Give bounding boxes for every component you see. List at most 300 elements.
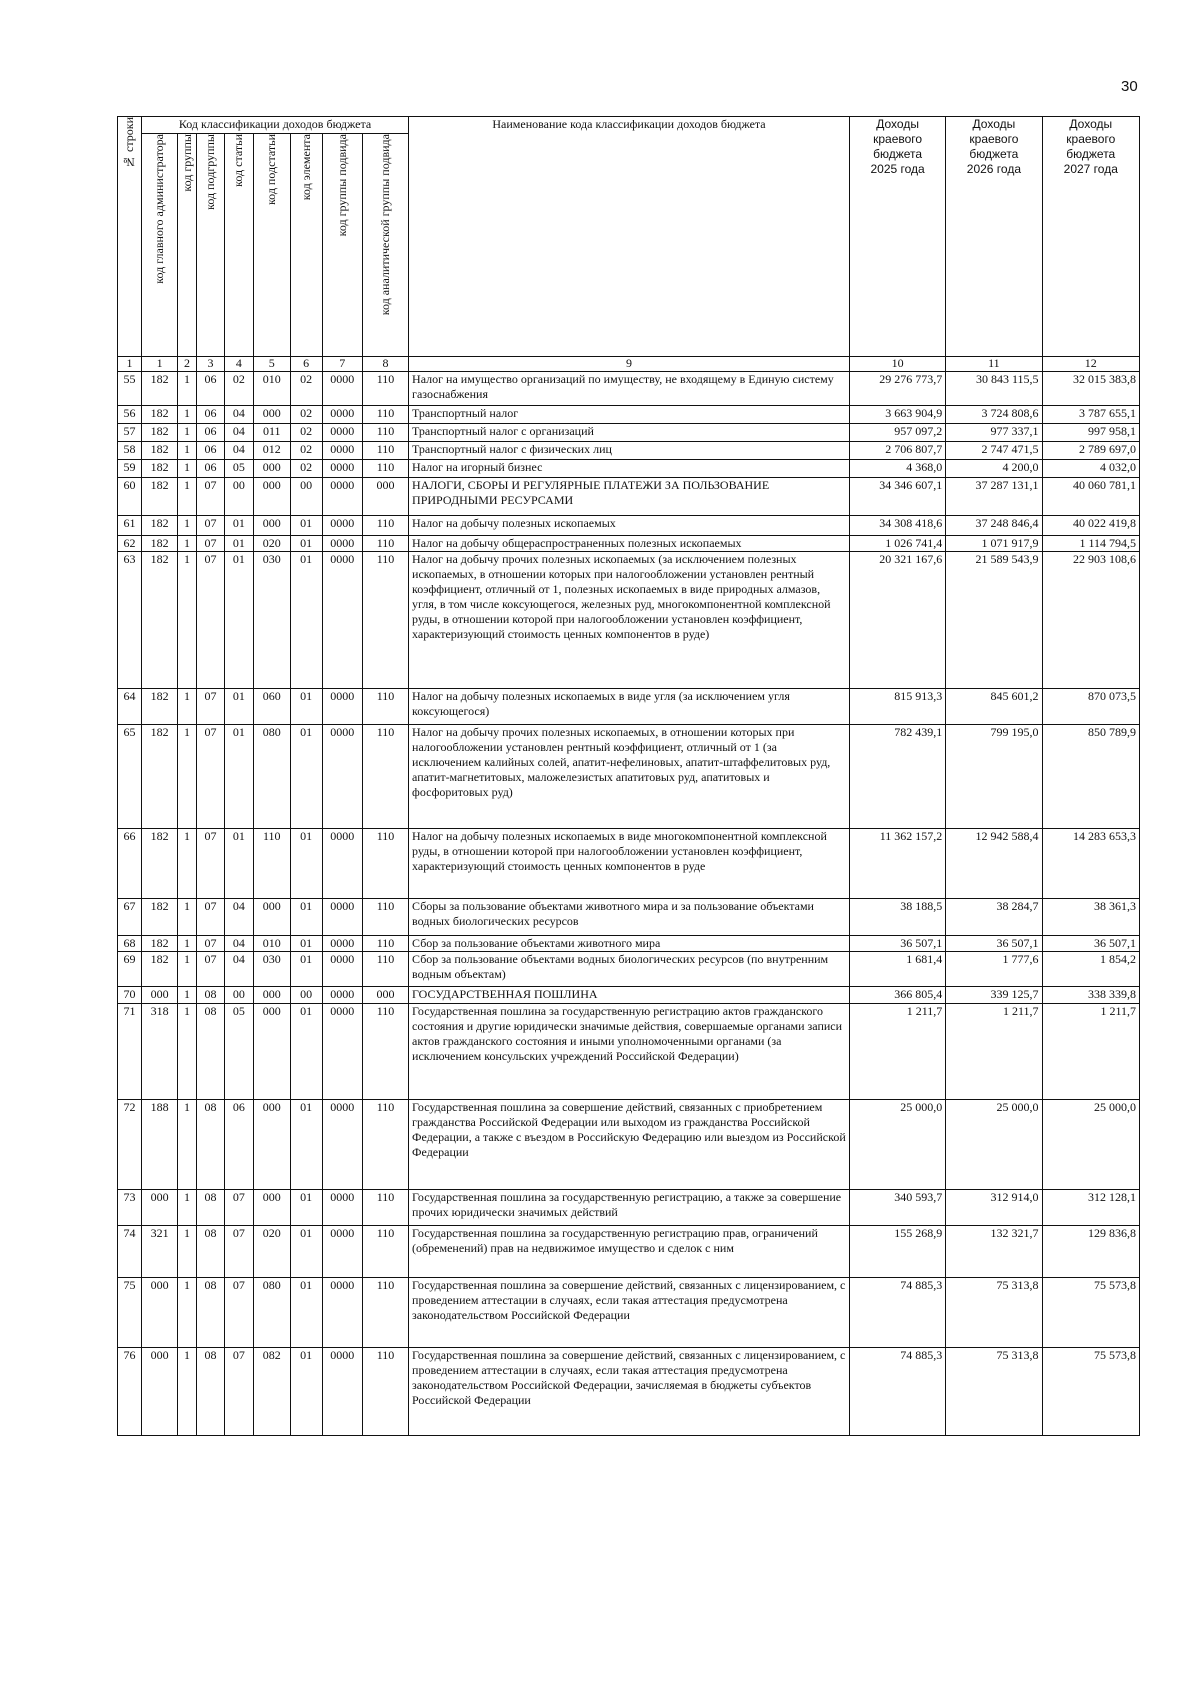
analytic-group-code-cell: 110: [363, 460, 409, 478]
admin-code-cell: 182: [142, 460, 178, 478]
income-2027-cell: 997 958,1: [1042, 424, 1139, 442]
column-number: 3: [196, 357, 224, 372]
analytic-group-code-cell: 110: [363, 1278, 409, 1348]
name-cell: Сбор за пользование объектами животного мира: [409, 936, 850, 952]
group-code-cell: 1: [178, 478, 197, 516]
income-2026-cell: 799 195,0: [946, 725, 1042, 829]
subarticle-code-cell: 030: [253, 952, 290, 987]
element-code-cell: 01: [290, 1226, 322, 1278]
name-cell: Государственная пошлина за государственную регистрацию актов гражданского состояния и другие юридически значимые действия, совершаемые органами записи актов гражданского состояния и иными уполномоченными органами (за исключением консульских учреждений Российской Федерации): [409, 1004, 850, 1100]
column-number: 7: [322, 357, 362, 372]
income-2026-cell: 38 284,7: [946, 899, 1042, 936]
admin-code-cell: 000: [142, 1190, 178, 1226]
analytic-group-code-cell: 000: [363, 987, 409, 1004]
subgroup-code-header: код подгруппы: [196, 134, 224, 357]
subgroup-code-cell: 07: [196, 536, 224, 552]
article-code-cell: 07: [225, 1348, 253, 1436]
subtype-group-code-cell: 0000: [322, 987, 362, 1004]
column-number: 4: [225, 357, 253, 372]
row-number-cell: 75: [118, 1278, 142, 1348]
subarticle-code-cell: 030: [253, 552, 290, 689]
article-code-cell: 00: [225, 478, 253, 516]
analytic-group-code-cell: 110: [363, 1226, 409, 1278]
element-code-header: код элемента: [290, 134, 322, 357]
analytic-group-code-cell: 110: [363, 442, 409, 460]
article-code-header: код статьи: [225, 134, 253, 357]
admin-code-cell: 182: [142, 516, 178, 536]
subtype-group-code-cell: 0000: [322, 552, 362, 689]
row-number-cell: 55: [118, 372, 142, 406]
row-number-cell: 74: [118, 1226, 142, 1278]
subarticle-code-cell: 020: [253, 536, 290, 552]
admin-code-cell: 182: [142, 424, 178, 442]
income-2025-header: Доходы краевого бюджета 2025 года: [849, 117, 945, 357]
subgroup-code-cell: 07: [196, 725, 224, 829]
subtype-group-code-cell: 0000: [322, 478, 362, 516]
income-2026-header: Доходы краевого бюджета 2026 года: [946, 117, 1042, 357]
subtype-group-code-cell: 0000: [322, 899, 362, 936]
subtype-group-code-cell: 0000: [322, 689, 362, 725]
column-number: 9: [409, 357, 850, 372]
analytic-group-code-header: код аналитической группы подвида: [363, 134, 409, 357]
group-code-cell: 1: [178, 516, 197, 536]
row-number-cell: 64: [118, 689, 142, 725]
name-cell: Государственная пошлина за совершение действий, связанных с лицензированием, с проведением аттестации в случаях, если такая аттестация предусмотрена законодательством Российской Федерации, зачисляемая в бюджеты субъектов Российской Федерации: [409, 1348, 850, 1436]
subarticle-code-cell: 000: [253, 987, 290, 1004]
subarticle-code-cell: 020: [253, 1226, 290, 1278]
article-code-cell: 07: [225, 1226, 253, 1278]
subgroup-code-cell: 07: [196, 552, 224, 689]
name-cell: Налог на добычу общераспространенных полезных ископаемых: [409, 536, 850, 552]
admin-code-cell: 182: [142, 936, 178, 952]
income-2026-cell: 1 777,6: [946, 952, 1042, 987]
article-code-cell: 00: [225, 987, 253, 1004]
name-cell: Транспортный налог с организаций: [409, 424, 850, 442]
analytic-group-code-cell: 000: [363, 478, 409, 516]
income-2026-cell: 1 211,7: [946, 1004, 1042, 1100]
table-row: [118, 424, 1140, 442]
subgroup-code-cell: 08: [196, 1226, 224, 1278]
element-code-cell: 02: [290, 460, 322, 478]
income-2025-cell: 20 321 167,6: [849, 552, 945, 689]
analytic-group-code-cell: 110: [363, 899, 409, 936]
admin-code-cell: 321: [142, 1226, 178, 1278]
income-2026-cell: 30 843 115,5: [946, 372, 1042, 406]
subtype-group-code-cell: 0000: [322, 1004, 362, 1100]
analytic-group-code-cell: 110: [363, 829, 409, 899]
element-code-cell: 01: [290, 1004, 322, 1100]
analytic-group-code-cell: 110: [363, 1004, 409, 1100]
row-number-cell: 56: [118, 406, 142, 424]
name-cell: Государственная пошлина за государственную регистрацию, а также за совершение прочих юридически значимых действий: [409, 1190, 850, 1226]
article-code-cell: 01: [225, 536, 253, 552]
subarticle-code-cell: 000: [253, 478, 290, 516]
row-number-header: № строки: [118, 117, 142, 357]
income-2025-cell: 4 368,0: [849, 460, 945, 478]
article-code-cell: 04: [225, 936, 253, 952]
subgroup-code-cell: 08: [196, 1004, 224, 1100]
row-number-cell: 71: [118, 1004, 142, 1100]
element-code-cell: 01: [290, 1348, 322, 1436]
name-cell: Сборы за пользование объектами животного мира и за пользование объектами водных биологических ресурсов: [409, 899, 850, 936]
income-2025-cell: 38 188,5: [849, 899, 945, 936]
subtype-group-code-cell: 0000: [322, 1278, 362, 1348]
article-code-cell: 05: [225, 460, 253, 478]
column-number: 10: [849, 357, 945, 372]
income-2026-cell: 339 125,7: [946, 987, 1042, 1004]
article-code-cell: 05: [225, 1004, 253, 1100]
subgroup-code-cell: 08: [196, 1190, 224, 1226]
subtype-group-code-cell: 0000: [322, 1100, 362, 1190]
admin-code-cell: 000: [142, 1348, 178, 1436]
income-2027-cell: 75 573,8: [1042, 1348, 1139, 1436]
article-code-cell: 07: [225, 1278, 253, 1348]
income-2026-cell: 2 747 471,5: [946, 442, 1042, 460]
income-2027-cell: 2 789 697,0: [1042, 442, 1139, 460]
element-code-cell: 00: [290, 987, 322, 1004]
row-number-cell: 72: [118, 1100, 142, 1190]
table-row: [118, 689, 1140, 725]
element-code-cell: 02: [290, 372, 322, 406]
income-2027-cell: 1 211,7: [1042, 1004, 1139, 1100]
name-cell: Сбор за пользование объектами водных биологических ресурсов (по внутренним водным объектам): [409, 952, 850, 987]
table-row: [118, 372, 1140, 406]
row-number-cell: 60: [118, 478, 142, 516]
article-code-cell: 04: [225, 406, 253, 424]
classification-code-group-header: Код классификации доходов бюджета: [142, 117, 409, 134]
income-2025-cell: 366 805,4: [849, 987, 945, 1004]
name-cell: ГОСУДАРСТВЕННАЯ ПОШЛИНА: [409, 987, 850, 1004]
admin-code-cell: 000: [142, 987, 178, 1004]
income-2025-cell: 957 097,2: [849, 424, 945, 442]
group-code-cell: 1: [178, 952, 197, 987]
group-code-cell: 1: [178, 1278, 197, 1348]
group-code-cell: 1: [178, 406, 197, 424]
name-cell: Государственная пошлина за государственную регистрацию прав, ограничений (обременений) прав на недвижимое имущество и сделок с ним: [409, 1226, 850, 1278]
subtype-group-code-cell: 0000: [322, 952, 362, 987]
subarticle-code-header: код подстатьи: [253, 134, 290, 357]
table-row: [118, 725, 1140, 829]
article-code-cell: 01: [225, 725, 253, 829]
admin-code-cell: 182: [142, 372, 178, 406]
income-classification-table: [117, 116, 1140, 1436]
income-2027-header: Доходы краевого бюджета 2027 года: [1042, 117, 1139, 357]
income-2026-cell: 36 507,1: [946, 936, 1042, 952]
admin-code-header: код главного администратора: [142, 134, 178, 357]
subgroup-code-cell: 06: [196, 372, 224, 406]
income-2027-cell: 40 022 419,8: [1042, 516, 1139, 536]
subarticle-code-cell: 010: [253, 936, 290, 952]
group-code-cell: 1: [178, 725, 197, 829]
table-row: [118, 987, 1140, 1004]
element-code-cell: 01: [290, 952, 322, 987]
analytic-group-code-cell: 110: [363, 689, 409, 725]
subarticle-code-cell: 010: [253, 372, 290, 406]
row-number-cell: 76: [118, 1348, 142, 1436]
subtype-group-code-cell: 0000: [322, 406, 362, 424]
article-code-cell: 01: [225, 829, 253, 899]
subgroup-code-cell: 08: [196, 1348, 224, 1436]
column-number: 2: [178, 357, 197, 372]
income-2027-cell: 40 060 781,1: [1042, 478, 1139, 516]
element-code-cell: 01: [290, 899, 322, 936]
admin-code-cell: 182: [142, 952, 178, 987]
row-number-cell: 58: [118, 442, 142, 460]
admin-code-cell: 182: [142, 689, 178, 725]
subtype-group-code-cell: 0000: [322, 536, 362, 552]
subarticle-code-cell: 080: [253, 1278, 290, 1348]
income-2026-cell: 37 287 131,1: [946, 478, 1042, 516]
income-2026-cell: 25 000,0: [946, 1100, 1042, 1190]
row-number-cell: 69: [118, 952, 142, 987]
table-row: [118, 1004, 1140, 1100]
income-2025-cell: 74 885,3: [849, 1348, 945, 1436]
subarticle-code-cell: 000: [253, 899, 290, 936]
element-code-cell: 01: [290, 1100, 322, 1190]
income-2025-cell: 1 026 741,4: [849, 536, 945, 552]
subgroup-code-cell: 07: [196, 899, 224, 936]
element-code-cell: 01: [290, 1278, 322, 1348]
article-code-cell: 07: [225, 1190, 253, 1226]
table-row: [118, 478, 1140, 516]
column-number: 1: [118, 357, 142, 372]
row-number-cell: 65: [118, 725, 142, 829]
admin-code-cell: 318: [142, 1004, 178, 1100]
article-code-cell: 04: [225, 899, 253, 936]
subarticle-code-cell: 110: [253, 829, 290, 899]
column-number: 5: [253, 357, 290, 372]
article-code-cell: 04: [225, 442, 253, 460]
group-code-cell: 1: [178, 936, 197, 952]
income-2025-cell: 2 706 807,7: [849, 442, 945, 460]
subgroup-code-cell: 08: [196, 1278, 224, 1348]
row-number-cell: 62: [118, 536, 142, 552]
income-2025-cell: 340 593,7: [849, 1190, 945, 1226]
income-2025-cell: 36 507,1: [849, 936, 945, 952]
group-code-cell: 1: [178, 1004, 197, 1100]
income-2026-cell: 1 071 917,9: [946, 536, 1042, 552]
income-2027-cell: 38 361,3: [1042, 899, 1139, 936]
table-row: [118, 536, 1140, 552]
row-number-cell: 70: [118, 987, 142, 1004]
subtype-group-code-cell: 0000: [322, 516, 362, 536]
subtype-group-code-cell: 0000: [322, 442, 362, 460]
table-row: [118, 516, 1140, 536]
subtype-group-code-cell: 0000: [322, 829, 362, 899]
subgroup-code-cell: 06: [196, 424, 224, 442]
element-code-cell: 01: [290, 725, 322, 829]
income-2027-cell: 22 903 108,6: [1042, 552, 1139, 689]
income-2025-cell: 155 268,9: [849, 1226, 945, 1278]
admin-code-cell: 182: [142, 442, 178, 460]
subgroup-code-cell: 06: [196, 460, 224, 478]
table-row: [118, 406, 1140, 424]
subarticle-code-cell: 000: [253, 406, 290, 424]
subgroup-code-cell: 08: [196, 1100, 224, 1190]
column-number-row: [118, 357, 1140, 372]
column-number: 12: [1042, 357, 1139, 372]
name-cell: Государственная пошлина за совершение действий, связанных с лицензированием, с проведением аттестации в случаях, если такая аттестация предусмотрена законодательством Российской Федерации: [409, 1278, 850, 1348]
group-code-cell: 1: [178, 1100, 197, 1190]
table-row: [118, 1348, 1140, 1436]
article-code-cell: 02: [225, 372, 253, 406]
column-number: 6: [290, 357, 322, 372]
income-2026-cell: 21 589 543,9: [946, 552, 1042, 689]
income-2025-cell: 782 439,1: [849, 725, 945, 829]
income-2026-cell: 312 914,0: [946, 1190, 1042, 1226]
subgroup-code-cell: 07: [196, 952, 224, 987]
admin-code-cell: 182: [142, 406, 178, 424]
group-code-cell: 1: [178, 460, 197, 478]
subgroup-code-cell: 07: [196, 516, 224, 536]
subtype-group-code-cell: 0000: [322, 424, 362, 442]
income-2026-cell: 4 200,0: [946, 460, 1042, 478]
subarticle-code-cell: 000: [253, 1190, 290, 1226]
admin-code-cell: 182: [142, 536, 178, 552]
analytic-group-code-cell: 110: [363, 952, 409, 987]
income-2025-cell: 3 663 904,9: [849, 406, 945, 424]
income-2027-cell: 129 836,8: [1042, 1226, 1139, 1278]
subgroup-code-cell: 08: [196, 987, 224, 1004]
subarticle-code-cell: 080: [253, 725, 290, 829]
article-code-cell: 01: [225, 516, 253, 536]
group-code-cell: 1: [178, 424, 197, 442]
element-code-cell: 01: [290, 536, 322, 552]
income-2027-cell: 32 015 383,8: [1042, 372, 1139, 406]
admin-code-cell: 182: [142, 552, 178, 689]
income-2025-cell: 34 346 607,1: [849, 478, 945, 516]
analytic-group-code-cell: 110: [363, 536, 409, 552]
article-code-cell: 04: [225, 424, 253, 442]
income-2027-cell: 850 789,9: [1042, 725, 1139, 829]
row-number-cell: 73: [118, 1190, 142, 1226]
element-code-cell: 01: [290, 552, 322, 689]
name-cell: Государственная пошлина за совершение действий, связанных с приобретением гражданства Российской Федерации или выходом из гражданства Российской Федерации, а также с въездом в Российскую Федерацию или выездом из Российской Федерации: [409, 1100, 850, 1190]
subarticle-code-cell: 000: [253, 460, 290, 478]
name-cell: НАЛОГИ, СБОРЫ И РЕГУЛЯРНЫЕ ПЛАТЕЖИ ЗА ПОЛЬЗОВАНИЕ ПРИРОДНЫМИ РЕСУРСАМИ: [409, 478, 850, 516]
analytic-group-code-cell: 110: [363, 725, 409, 829]
analytic-group-code-cell: 110: [363, 372, 409, 406]
income-2025-cell: 29 276 773,7: [849, 372, 945, 406]
admin-code-cell: 182: [142, 478, 178, 516]
income-2027-cell: 75 573,8: [1042, 1278, 1139, 1348]
income-2025-cell: 34 308 418,6: [849, 516, 945, 536]
income-2026-cell: 132 321,7: [946, 1226, 1042, 1278]
group-code-cell: 1: [178, 552, 197, 689]
subarticle-code-cell: 000: [253, 1100, 290, 1190]
analytic-group-code-cell: 110: [363, 406, 409, 424]
income-2026-cell: 12 942 588,4: [946, 829, 1042, 899]
name-cell: Налог на добычу полезных ископаемых в виде угля (за исключением угля коксующегося): [409, 689, 850, 725]
article-code-cell: 06: [225, 1100, 253, 1190]
group-code-cell: 1: [178, 372, 197, 406]
name-cell: Налог на добычу прочих полезных ископаемых, в отношении которых при налогообложении установлен рентный коэффициент, отличный от 1 (за исключением калийных солей, апатит-нефелиновых, апатит-штаффелитовых руд, апатит-магнетитовых, маложелезистых апатитовых руд, апатитовых и фосфоритовых руд): [409, 725, 850, 829]
table-row: [118, 829, 1140, 899]
article-code-cell: 01: [225, 689, 253, 725]
group-code-cell: 1: [178, 689, 197, 725]
income-2026-cell: 75 313,8: [946, 1278, 1042, 1348]
group-code-cell: 1: [178, 1226, 197, 1278]
admin-code-cell: 188: [142, 1100, 178, 1190]
name-cell: Транспортный налог: [409, 406, 850, 424]
element-code-cell: 02: [290, 442, 322, 460]
subgroup-code-cell: 07: [196, 478, 224, 516]
analytic-group-code-cell: 110: [363, 936, 409, 952]
income-2025-cell: 25 000,0: [849, 1100, 945, 1190]
income-2026-cell: 37 248 846,4: [946, 516, 1042, 536]
income-2025-cell: 1 681,4: [849, 952, 945, 987]
analytic-group-code-cell: 110: [363, 1348, 409, 1436]
element-code-cell: 01: [290, 689, 322, 725]
income-2025-cell: 815 913,3: [849, 689, 945, 725]
element-code-cell: 02: [290, 424, 322, 442]
element-code-cell: 01: [290, 829, 322, 899]
element-code-cell: 01: [290, 936, 322, 952]
table-body: [118, 372, 1140, 1436]
admin-code-cell: 182: [142, 829, 178, 899]
name-cell: Налог на игорный бизнес: [409, 460, 850, 478]
row-number-cell: 63: [118, 552, 142, 689]
group-code-header: код группы: [178, 134, 197, 357]
table-row: [118, 899, 1140, 936]
subtype-group-code-cell: 0000: [322, 1348, 362, 1436]
group-code-cell: 1: [178, 829, 197, 899]
income-2025-cell: 74 885,3: [849, 1278, 945, 1348]
subarticle-code-cell: 011: [253, 424, 290, 442]
income-2026-cell: 845 601,2: [946, 689, 1042, 725]
row-number-cell: 67: [118, 899, 142, 936]
name-cell: Налог на имущество организаций по имуществу, не входящему в Единую систему газоснабжения: [409, 372, 850, 406]
subarticle-code-cell: 000: [253, 516, 290, 536]
column-number: 8: [363, 357, 409, 372]
income-2027-cell: 1 114 794,5: [1042, 536, 1139, 552]
table-row: [118, 460, 1140, 478]
income-2027-cell: 36 507,1: [1042, 936, 1139, 952]
income-2025-cell: 1 211,7: [849, 1004, 945, 1100]
income-2027-cell: 14 283 653,3: [1042, 829, 1139, 899]
income-2027-cell: 3 787 655,1: [1042, 406, 1139, 424]
income-2027-cell: 25 000,0: [1042, 1100, 1139, 1190]
analytic-group-code-cell: 110: [363, 516, 409, 536]
group-code-cell: 1: [178, 899, 197, 936]
subarticle-code-cell: 060: [253, 689, 290, 725]
row-number-cell: 61: [118, 516, 142, 536]
income-2026-cell: 977 337,1: [946, 424, 1042, 442]
subtype-group-code-cell: 0000: [322, 1190, 362, 1226]
subgroup-code-cell: 07: [196, 936, 224, 952]
admin-code-cell: 182: [142, 725, 178, 829]
subtype-group-code-cell: 0000: [322, 936, 362, 952]
income-2026-cell: 75 313,8: [946, 1348, 1042, 1436]
income-2025-cell: 11 362 157,2: [849, 829, 945, 899]
article-code-cell: 04: [225, 952, 253, 987]
admin-code-cell: 000: [142, 1278, 178, 1348]
element-code-cell: 01: [290, 516, 322, 536]
subarticle-code-cell: 082: [253, 1348, 290, 1436]
analytic-group-code-cell: 110: [363, 1100, 409, 1190]
row-number-cell: 57: [118, 424, 142, 442]
element-code-cell: 00: [290, 478, 322, 516]
element-code-cell: 02: [290, 406, 322, 424]
income-2026-cell: 3 724 808,6: [946, 406, 1042, 424]
row-number-cell: 66: [118, 829, 142, 899]
name-cell: Транспортный налог с физических лиц: [409, 442, 850, 460]
subgroup-code-cell: 06: [196, 442, 224, 460]
subgroup-code-cell: 07: [196, 829, 224, 899]
table-row: [118, 1278, 1140, 1348]
table-row: [118, 552, 1140, 689]
table-row: [118, 1100, 1140, 1190]
